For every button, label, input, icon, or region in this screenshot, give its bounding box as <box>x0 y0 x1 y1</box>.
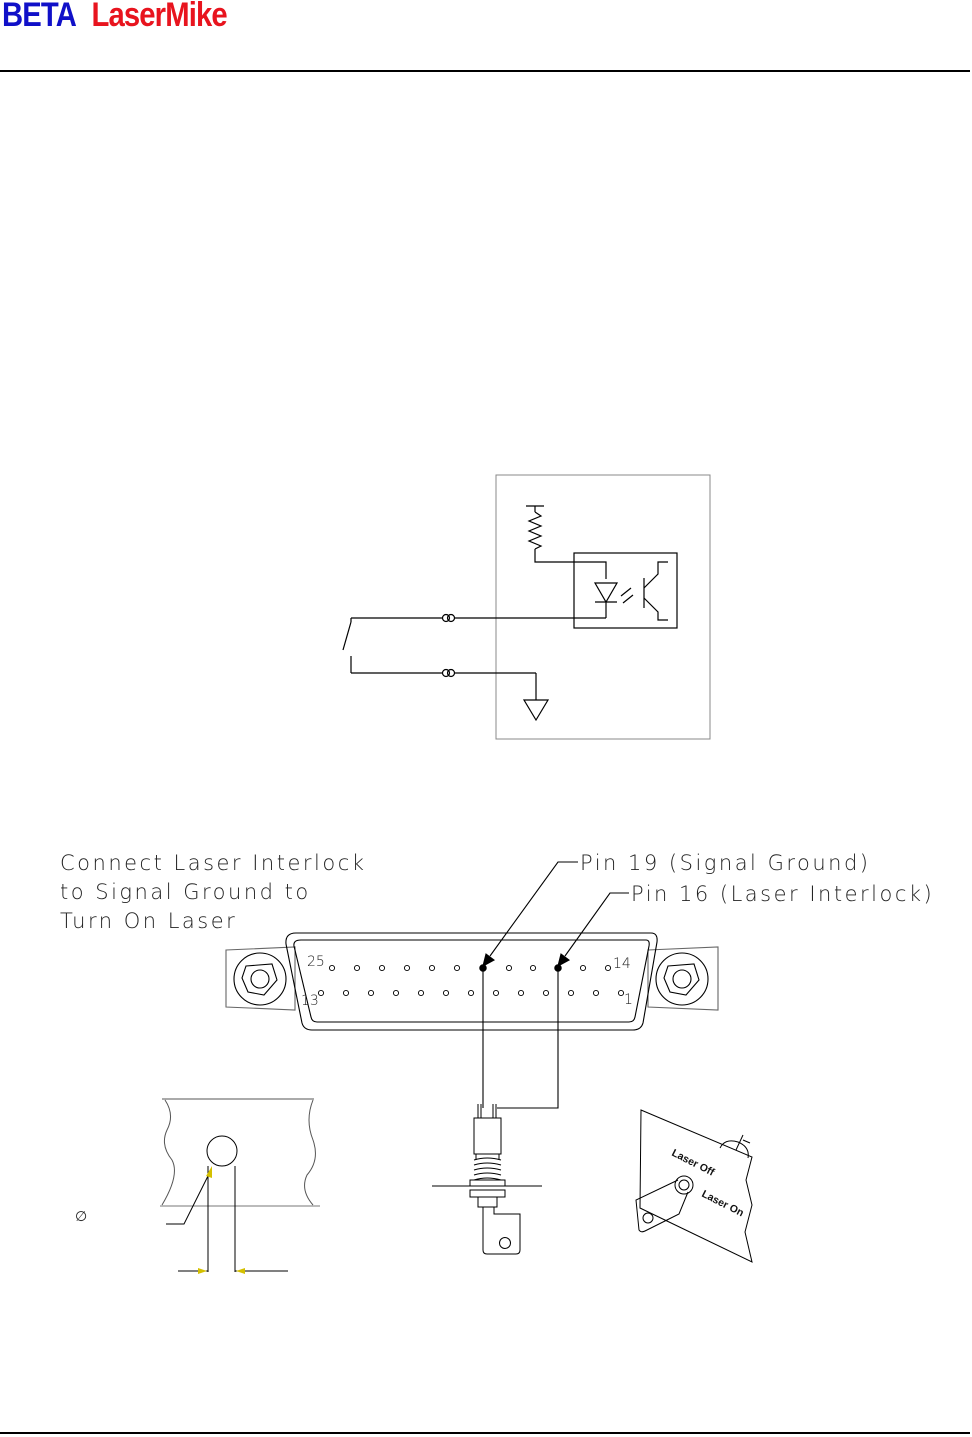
right-hex-nut <box>656 953 708 1005</box>
diameter-symbol: ∅ <box>75 1209 88 1225</box>
instruction-line-2: to Signal Ground to <box>60 880 311 904</box>
interlock-instruction <box>60 849 366 936</box>
keyswitch-side-view <box>432 1104 542 1254</box>
label-laser-off: Laser Off <box>669 1146 717 1179</box>
hole-leader <box>166 1170 211 1224</box>
pin19-leader <box>490 862 578 956</box>
left-hex-nut <box>234 953 286 1005</box>
pullup-resistor <box>529 512 541 549</box>
pin16-leader <box>565 893 629 956</box>
pin-row-top <box>329 965 610 970</box>
brand-lasermike: LaserMike <box>91 0 227 34</box>
pin-label-14: 14 <box>613 956 631 972</box>
callout-pin16: Pin 16 (Laser Interlock) <box>631 882 935 906</box>
instruction-line-1: Connect Laser Interlock <box>60 851 367 875</box>
panel-outline <box>640 1110 752 1262</box>
footer-rule <box>0 1432 970 1434</box>
ground-symbol <box>524 700 548 720</box>
pin-label-1: 1 <box>624 992 633 1008</box>
keyswitch-body <box>675 1176 693 1194</box>
optocoupler <box>574 553 677 628</box>
instruction-line-3: Turn On Laser <box>60 909 238 933</box>
pin-row-bottom <box>318 990 623 995</box>
panel-cutout-detail <box>160 1099 320 1274</box>
callout-pin19: Pin 19 (Signal Ground) <box>580 851 871 875</box>
label-laser-on: Laser On <box>699 1187 746 1220</box>
keyswitch-panel-view <box>636 1110 752 1262</box>
wire-pin16 <box>497 968 558 1108</box>
led-symbol <box>595 583 617 602</box>
brand-beta: BETA <box>2 0 76 34</box>
mounting-hole <box>207 1136 237 1166</box>
pin-label-25: 25 <box>307 954 325 970</box>
pin-label-13: 13 <box>301 993 319 1009</box>
interlock-schematic <box>343 475 710 739</box>
